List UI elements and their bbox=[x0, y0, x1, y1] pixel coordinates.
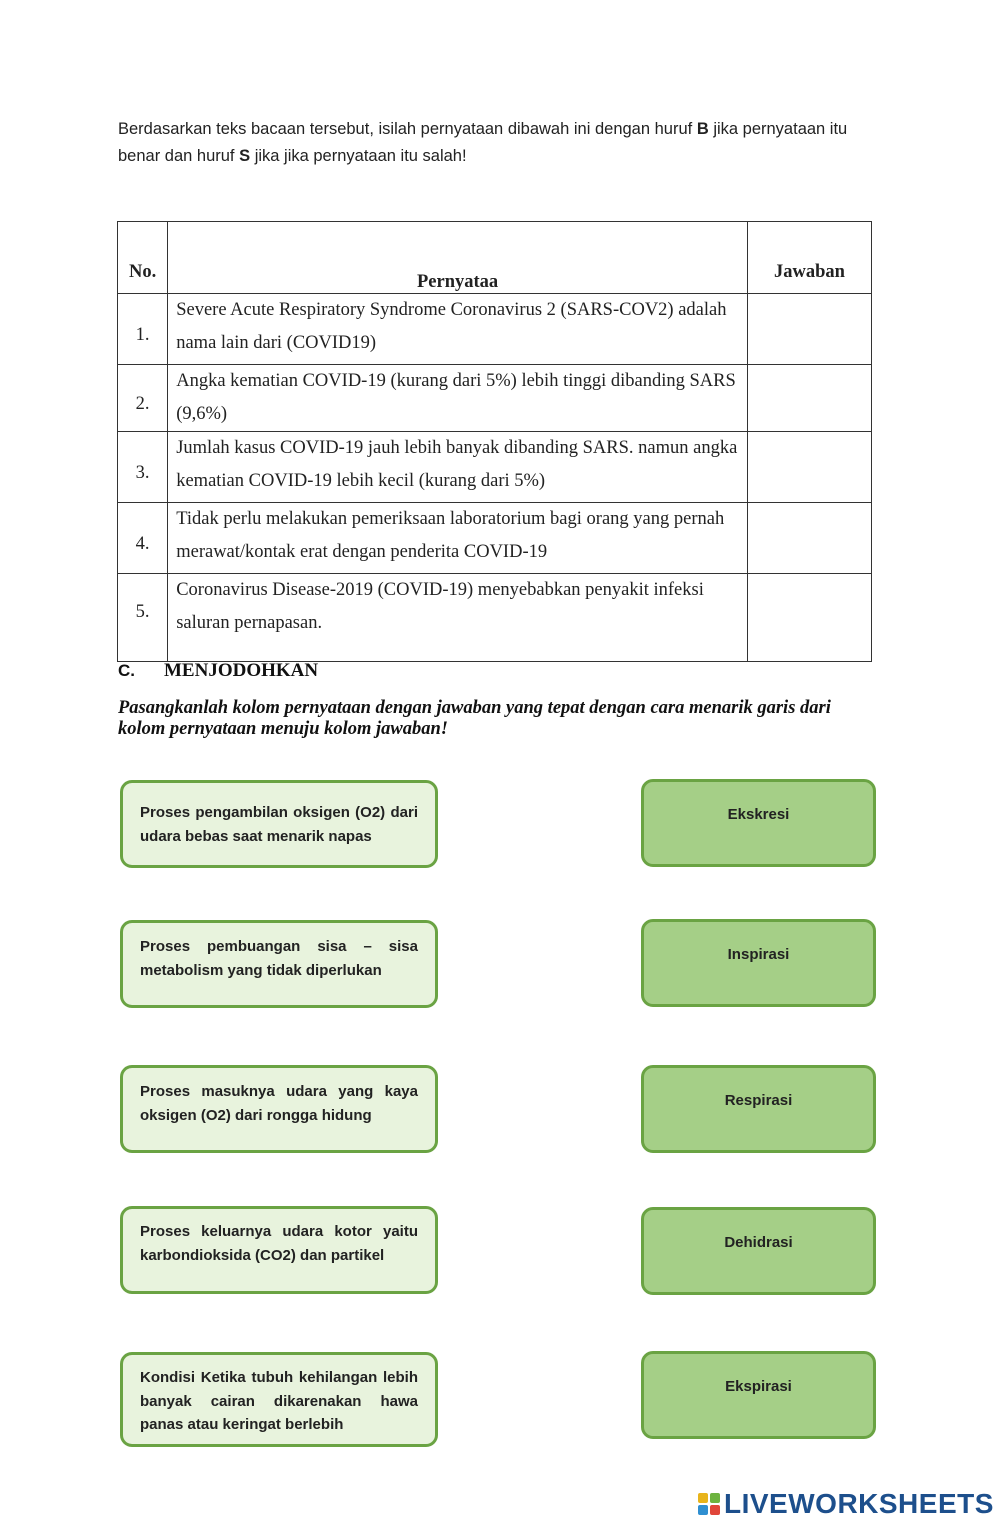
answer-field[interactable] bbox=[747, 432, 871, 503]
logo-square bbox=[710, 1493, 720, 1503]
row-statement: Jumlah kasus COVID-19 jauh lebih banyak dibanding SARS. namun angka kematian COVID-19 lebih kecil (kurang dari 5%) bbox=[168, 432, 748, 503]
instruction-part3: jika jika pernyataan itu salah! bbox=[250, 147, 467, 165]
row-statement: Coronavirus Disease-2019 (COVID-19) menyebabkan penyakit infeksi saluran pernapasan. bbox=[168, 574, 748, 662]
instruction-s-letter: S bbox=[239, 147, 251, 165]
answer-field[interactable] bbox=[747, 365, 871, 432]
liveworksheets-logo bbox=[698, 1488, 994, 1520]
logo-squares-icon bbox=[698, 1493, 720, 1515]
table-row bbox=[118, 574, 872, 662]
match-statement-4[interactable]: Proses keluarnya udara kotor yaitu karbondioksida (CO2) dan partikel bbox=[120, 1206, 438, 1294]
row-statement: Tidak perlu melakukan pemeriksaan laboratorium bagi orang yang pernah merawat/kontak erat dengan penderita COVID-19 bbox=[168, 503, 748, 574]
true-false-table bbox=[117, 221, 872, 662]
match-answer-3[interactable]: Respirasi bbox=[641, 1065, 876, 1153]
answer-input-4[interactable] bbox=[749, 504, 874, 572]
match-statement-5[interactable]: Kondisi Ketika tubuh kehilangan lebih banyak cairan dikarenakan hawa panas atau keringat berlebih bbox=[120, 1352, 438, 1447]
answer-field[interactable] bbox=[747, 294, 871, 365]
logo-square bbox=[698, 1493, 708, 1503]
instruction-b-letter: B bbox=[696, 120, 709, 138]
row-statement: Severe Acute Respiratory Syndrome Coronavirus 2 (SARS-COV2) adalah nama lain dari (COVID19) bbox=[168, 294, 748, 365]
section-c-instruction: Pasangkanlah kolom pernyataan dengan jawaban yang tepat dengan cara menarik garis dari kolom pernyataan menuju kolom jawaban! bbox=[118, 698, 831, 739]
answer-input-5[interactable] bbox=[749, 575, 874, 660]
answer-field[interactable] bbox=[747, 574, 871, 662]
section-heading: MENJODOHKAN bbox=[164, 660, 319, 681]
instruction-part1: Berdasarkan teks bacaan tersebut, isilah pernyataan dibawah ini dengan huruf bbox=[118, 120, 697, 138]
answer-field[interactable] bbox=[747, 503, 871, 574]
match-answer-1[interactable]: Ekskresi bbox=[641, 779, 876, 867]
header-statement: Pernyataa bbox=[168, 222, 748, 294]
logo-square bbox=[710, 1505, 720, 1515]
match-statement-2[interactable]: Proses pembuangan sisa – sisa metabolism yang tidak diperlukan bbox=[120, 920, 438, 1008]
row-number: 5. bbox=[118, 574, 168, 662]
match-answer-2[interactable]: Inspirasi bbox=[641, 919, 876, 1007]
table-row bbox=[118, 432, 872, 503]
instruction-text bbox=[118, 116, 878, 170]
logo-square bbox=[698, 1505, 708, 1515]
row-number: 4. bbox=[118, 503, 168, 574]
row-number: 3. bbox=[118, 432, 168, 503]
table-row bbox=[118, 365, 872, 432]
header-answer: Jawaban bbox=[747, 222, 871, 294]
answer-input-3[interactable] bbox=[749, 433, 874, 501]
table-row bbox=[118, 503, 872, 574]
match-answer-4[interactable]: Dehidrasi bbox=[641, 1207, 876, 1295]
section-letter: C. bbox=[118, 661, 135, 680]
answer-input-1[interactable] bbox=[749, 295, 874, 363]
answer-input-2[interactable] bbox=[749, 368, 874, 429]
header-no: No. bbox=[118, 222, 168, 294]
match-statement-1[interactable]: Proses pengambilan oksigen (O2) dari udara bebas saat menarik napas bbox=[120, 780, 438, 868]
match-statement-3[interactable]: Proses masuknya udara yang kaya oksigen (O2) dari rongga hidung bbox=[120, 1065, 438, 1153]
section-c-title bbox=[118, 660, 318, 682]
match-answer-5[interactable]: Ekspirasi bbox=[641, 1351, 876, 1439]
instruction-part2: jika pernyataan itu benar dan huruf bbox=[118, 120, 848, 165]
row-number: 1. bbox=[118, 294, 168, 365]
table-header-row bbox=[118, 222, 872, 294]
row-number: 2. bbox=[118, 365, 168, 432]
row-statement: Angka kematian COVID-19 (kurang dari 5%) lebih tinggi dibanding SARS (9,6%) bbox=[168, 365, 748, 432]
logo-text: LIVEWORKSHEETS bbox=[724, 1488, 994, 1519]
table-row bbox=[118, 294, 872, 365]
